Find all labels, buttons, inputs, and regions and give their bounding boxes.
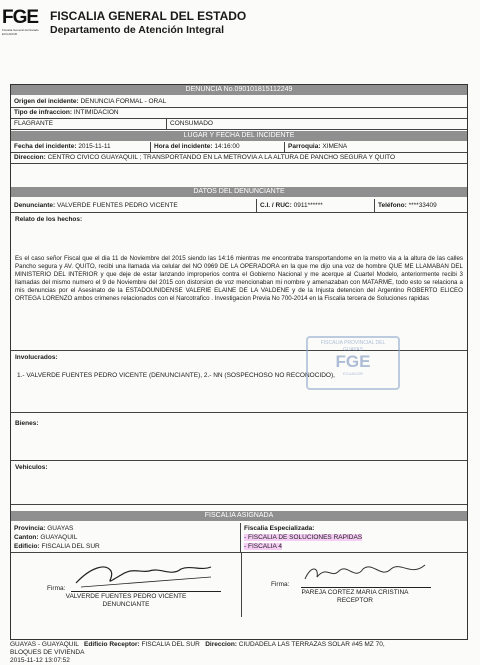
signature-receptor <box>301 557 431 587</box>
flagrante-cell: FLAGRANTE <box>11 119 167 129</box>
hora-value: 14:16:00 <box>214 143 240 150</box>
stamp-line2: GUAYAS <box>342 347 364 353</box>
parroquia-label: Parroquia: <box>288 143 321 150</box>
direccion-label: Direccion: <box>14 154 46 161</box>
ci-value: 0911****** <box>293 202 323 209</box>
ci-label: C.I. / RUC: <box>260 202 292 209</box>
footer-direccion-value: CIUDADELA LAS TERRAZAS SOLAR #45 MZ 70, <box>238 641 385 648</box>
relato-label: Relato de los hechos: <box>15 216 83 223</box>
firma-denunciante-box <box>11 553 242 617</box>
fecha-row <box>11 142 467 153</box>
provincia-label: Provincia: <box>14 525 46 532</box>
fecha-label: Fecha del incidente: <box>14 143 77 150</box>
provincia-value: GUAYAS <box>47 525 74 532</box>
footer-location: GUAYAS - GUAYAQUIL <box>10 641 79 648</box>
fge-logo-text: FGE <box>2 7 39 28</box>
bienes-section <box>11 413 467 461</box>
edificio-value: FISCALIA DEL SUR <box>41 543 100 550</box>
firma-label-denunciante: Firma: <box>47 585 66 592</box>
lugar-bar: LUGAR Y FECHA DEL INCIDENTE <box>11 131 467 141</box>
flagrante-row <box>11 119 467 130</box>
denunciante-row <box>11 199 467 213</box>
origen-value: DENUNCIA FORMAL - ORAL <box>80 98 167 105</box>
denunciante-value: VALVERDE FUENTES PEDRO VICENTE <box>56 202 178 209</box>
especializada-label: Fiscalia Especializada: <box>244 525 315 532</box>
relato-section <box>11 213 467 351</box>
fiscalia-row <box>11 523 467 553</box>
tipo-label: Tipo de infraccion: <box>14 109 73 116</box>
vehiculos-section <box>11 461 467 505</box>
direccion-row <box>11 153 467 164</box>
receptor-signature-role: RECEPTOR <box>337 597 373 604</box>
consumado-cell: CONSUMADO <box>170 120 213 127</box>
footer-timestamp: 2015-11-12 13:07:52 <box>10 657 70 664</box>
bienes-label: Bienes: <box>15 420 39 427</box>
denunciante-bar: DATOS DEL DENUNCIANTE <box>11 187 467 197</box>
fiscalia-number: - FISCALIA 4 <box>244 543 282 550</box>
stamp-line3: ECUADOR <box>342 371 363 376</box>
firma-label-receptor: Firma: <box>271 581 290 588</box>
footer-edificio-value: FISCALIA DEL SUR <box>141 641 200 648</box>
vehiculos-label: Vehiculos: <box>15 464 48 471</box>
involucrados-label: Involucrados: <box>15 354 58 361</box>
origen-row <box>11 97 467 108</box>
firmas-section <box>11 553 467 617</box>
page-title: FISCALIA GENERAL DEL ESTADO <box>50 9 247 23</box>
parroquia-value: XIMENA <box>322 143 348 150</box>
denunciante-label: Denunciante: <box>14 202 56 209</box>
stamp-line1: FISCALIA PROVINCIAL DEL <box>320 340 386 346</box>
denunciante-signature-role: DENUNCIANTE <box>102 601 150 608</box>
fecha-value: 2015-11-11 <box>78 143 111 150</box>
tipo-row <box>11 108 467 119</box>
edificio-label: Edificio: <box>14 543 40 550</box>
hora-label: Hora del incidente: <box>154 143 213 150</box>
canton-label: Canton: <box>14 534 39 541</box>
tipo-value: INTIMIDACION <box>73 109 119 116</box>
involucrados-text: 1.- VALVERDE FUENTES PEDRO VICENTE (DENUNCIANTE), 2.- NN (SOSPECHOSO NO RECONOCIDO), <box>17 372 335 379</box>
telefono-value: ****33409 <box>408 202 437 209</box>
canton-value: GUAYAQUIL <box>40 534 78 541</box>
footer-edificio-label: Edificio Receptor: <box>84 641 140 648</box>
receptor-signature-name: PAREJA CORTEZ MARIA CRISTINA <box>301 589 409 596</box>
fge-logo <box>2 8 42 40</box>
signature-denunciante <box>71 557 221 591</box>
especializada-value: - FISCALIA DE SOLUCIONES RAPIDAS <box>244 534 363 541</box>
origen-label: Origen del incidente: <box>14 98 79 105</box>
footer-direccion-value2: BLOQUES DE VIVIENDA <box>10 649 85 656</box>
direccion-value: CENTRO CIVICO GUAYAQUIL ; TRANSPORTANDO EN LA METROVIA A LA ALTURA DE PANCHO SEGURA Y QUITO <box>47 154 396 161</box>
fge-logo-subtext: Fiscalía General del Estado ECUADOR <box>2 28 39 36</box>
fiscalia-bar: FISCALIA ASIGNADA <box>11 511 467 521</box>
fiscalia-stamp <box>306 336 400 390</box>
footer-direccion-label: Direccion: <box>205 641 237 648</box>
page-subtitle: Departamento de Atención Integral <box>50 24 225 36</box>
denunciante-signature-name: VALVERDE FUENTES PEDRO VICENTE <box>65 593 187 600</box>
stamp-logo: FGE <box>335 352 371 371</box>
firma-receptor-box <box>241 553 469 617</box>
telefono-label: Teléfono: <box>378 202 407 209</box>
relato-text: Es el caso señor Fiscal que el dia 11 de Noviembre del 2015 siendo las 14:16 mientras me encontraba transportandome en la metro via a la altura de las calles Pancho segura y AV. QUITO, recibi una llamada via celular del NO 0969 DE LA OPERADORA en la que me dijo una voz de hombre QUE ME LLAMABAN DEL MINISTERIO DEL INTERIOR y que deje de estar lanzando improperios contra el Gobierno Nacional y me acerque al Cuartel Modelo, anteriormente recibi 3 llamadas del mismo numero el 9 de Noviembre del 2015 con distorsion de voz mencionaban mi nombre y amenazaban con MATARME, todo esto se relaciona a mis denuncias por el Asesinato de la ESTADOUNIDENSE VALERIE ELAINE DE LA VALDENE y de la Injusta detencion del Argentino ROBERTO ELICEO ORTEGA LORENZO ambos crimenes relacionados con el Narcotrafico . Investigacion Previa No 700-2014 en la Fiscalia tercera de Soluciones rapidas <box>15 255 463 302</box>
denuncia-number-bar: DENUNCIA No.090101815112249 <box>11 85 467 95</box>
footer <box>10 641 385 665</box>
